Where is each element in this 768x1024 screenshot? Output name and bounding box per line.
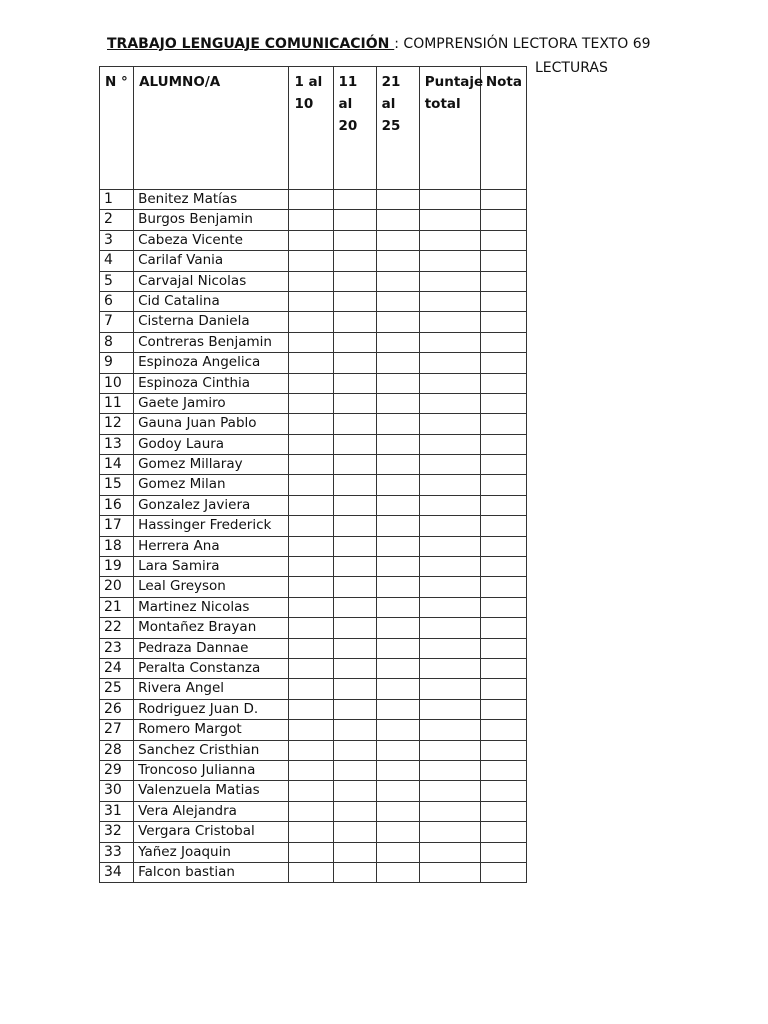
table-row	[100, 251, 527, 271]
grade-cell	[480, 760, 526, 780]
total-score-cell	[419, 271, 480, 291]
score-21-25-cell	[376, 740, 419, 760]
student-name: Burgos Benjamin	[134, 210, 289, 230]
grade-cell	[480, 679, 526, 699]
grade-cell	[480, 312, 526, 332]
student-name: Benitez Matías	[134, 190, 289, 210]
score-21-25-cell	[376, 291, 419, 311]
score-11-20-cell	[333, 251, 376, 271]
total-score-cell	[419, 760, 480, 780]
total-score-cell	[419, 455, 480, 475]
score-1-10-cell	[289, 862, 333, 882]
student-name: Martinez Nicolas	[134, 597, 289, 617]
student-name: Falcon bastian	[134, 862, 289, 882]
table-row	[100, 271, 527, 291]
grade-cell	[480, 291, 526, 311]
student-name: Vergara Cristobal	[134, 822, 289, 842]
row-number: 21	[100, 597, 134, 617]
row-number: 15	[100, 475, 134, 495]
row-number: 20	[100, 577, 134, 597]
total-score-cell	[419, 720, 480, 740]
student-name: Gomez Millaray	[134, 455, 289, 475]
row-number: 22	[100, 618, 134, 638]
score-1-10-cell	[289, 455, 333, 475]
score-1-10-cell	[289, 822, 333, 842]
row-number: 12	[100, 414, 134, 434]
total-score-cell	[419, 210, 480, 230]
score-21-25-cell	[376, 210, 419, 230]
score-1-10-cell	[289, 495, 333, 515]
grade-cell	[480, 638, 526, 658]
score-11-20-cell	[333, 577, 376, 597]
student-name: Espinoza Cinthia	[134, 373, 289, 393]
score-11-20-cell	[333, 822, 376, 842]
grade-cell	[480, 332, 526, 352]
score-11-20-cell	[333, 291, 376, 311]
table-row	[100, 720, 527, 740]
total-score-cell	[419, 414, 480, 434]
total-score-cell	[419, 577, 480, 597]
score-21-25-cell	[376, 230, 419, 250]
total-score-cell	[419, 190, 480, 210]
score-11-20-cell	[333, 495, 376, 515]
student-name: Carilaf Vania	[134, 251, 289, 271]
student-name: Herrera Ana	[134, 536, 289, 556]
total-score-cell	[419, 842, 480, 862]
score-21-25-cell	[376, 271, 419, 291]
title-continuation: LECTURAS	[535, 60, 608, 76]
row-number: 8	[100, 332, 134, 352]
grade-cell	[480, 353, 526, 373]
score-21-25-cell	[376, 822, 419, 842]
score-1-10-cell	[289, 291, 333, 311]
grade-cell	[480, 393, 526, 413]
score-1-10-cell	[289, 679, 333, 699]
total-score-cell	[419, 332, 480, 352]
student-name: Gonzalez Javiera	[134, 495, 289, 515]
grade-cell	[480, 781, 526, 801]
table-row	[100, 822, 527, 842]
header-student: ALUMNO/A	[134, 67, 289, 190]
score-21-25-cell	[376, 760, 419, 780]
total-score-cell	[419, 638, 480, 658]
row-number: 23	[100, 638, 134, 658]
grade-cell	[480, 557, 526, 577]
student-name: Valenzuela Matias	[134, 781, 289, 801]
table-row	[100, 536, 527, 556]
score-1-10-cell	[289, 618, 333, 638]
score-11-20-cell	[333, 332, 376, 352]
row-number: 6	[100, 291, 134, 311]
total-score-cell	[419, 658, 480, 678]
score-21-25-cell	[376, 720, 419, 740]
score-1-10-cell	[289, 720, 333, 740]
score-21-25-cell	[376, 618, 419, 638]
student-name: Hassinger Frederick	[134, 516, 289, 536]
row-number: 19	[100, 557, 134, 577]
row-number: 24	[100, 658, 134, 678]
score-21-25-cell	[376, 679, 419, 699]
row-number: 2	[100, 210, 134, 230]
grade-cell	[480, 230, 526, 250]
grade-cell	[480, 842, 526, 862]
grade-cell	[480, 455, 526, 475]
score-1-10-cell	[289, 210, 333, 230]
grade-cell	[480, 536, 526, 556]
total-score-cell	[419, 822, 480, 842]
table-row	[100, 516, 527, 536]
score-1-10-cell	[289, 577, 333, 597]
table-row	[100, 291, 527, 311]
score-1-10-cell	[289, 658, 333, 678]
score-11-20-cell	[333, 536, 376, 556]
score-21-25-cell	[376, 781, 419, 801]
table-row	[100, 557, 527, 577]
grade-cell	[480, 822, 526, 842]
score-21-25-cell	[376, 842, 419, 862]
score-11-20-cell	[333, 373, 376, 393]
score-1-10-cell	[289, 597, 333, 617]
student-name: Gaete Jamiro	[134, 393, 289, 413]
row-number: 30	[100, 781, 134, 801]
score-1-10-cell	[289, 638, 333, 658]
score-11-20-cell	[333, 842, 376, 862]
score-1-10-cell	[289, 801, 333, 821]
score-21-25-cell	[376, 251, 419, 271]
row-number: 27	[100, 720, 134, 740]
student-name: Contreras Benjamin	[134, 332, 289, 352]
student-name: Rodriguez Juan D.	[134, 699, 289, 719]
row-number: 33	[100, 842, 134, 862]
student-name: Godoy Laura	[134, 434, 289, 454]
grade-cell	[480, 210, 526, 230]
score-1-10-cell	[289, 190, 333, 210]
grade-cell	[480, 658, 526, 678]
student-name: Yañez Joaquin	[134, 842, 289, 862]
student-name: Romero Margot	[134, 720, 289, 740]
row-number: 3	[100, 230, 134, 250]
table-row	[100, 658, 527, 678]
header-11-20: 11 al 20	[333, 67, 376, 190]
row-number: 16	[100, 495, 134, 515]
row-number: 10	[100, 373, 134, 393]
student-name: Montañez Brayan	[134, 618, 289, 638]
score-21-25-cell	[376, 190, 419, 210]
row-number: 32	[100, 822, 134, 842]
score-11-20-cell	[333, 781, 376, 801]
score-21-25-cell	[376, 577, 419, 597]
row-number: 26	[100, 699, 134, 719]
table-row	[100, 190, 527, 210]
score-11-20-cell	[333, 210, 376, 230]
row-number: 29	[100, 760, 134, 780]
row-number: 18	[100, 536, 134, 556]
table-row	[100, 842, 527, 862]
total-score-cell	[419, 516, 480, 536]
table-row	[100, 332, 527, 352]
score-21-25-cell	[376, 495, 419, 515]
total-score-cell	[419, 781, 480, 801]
table-row	[100, 740, 527, 760]
score-21-25-cell	[376, 373, 419, 393]
score-11-20-cell	[333, 597, 376, 617]
student-name: Pedraza Dannae	[134, 638, 289, 658]
header-21-25: 21 al 25	[376, 67, 419, 190]
total-score-cell	[419, 475, 480, 495]
student-name: Lara Samira	[134, 557, 289, 577]
table-row	[100, 760, 527, 780]
total-score-cell	[419, 291, 480, 311]
total-score-cell	[419, 495, 480, 515]
score-11-20-cell	[333, 414, 376, 434]
row-number: 4	[100, 251, 134, 271]
score-11-20-cell	[333, 720, 376, 740]
total-score-cell	[419, 230, 480, 250]
score-21-25-cell	[376, 393, 419, 413]
total-score-cell	[419, 699, 480, 719]
score-21-25-cell	[376, 475, 419, 495]
row-number: 17	[100, 516, 134, 536]
score-1-10-cell	[289, 699, 333, 719]
grade-cell	[480, 475, 526, 495]
score-11-20-cell	[333, 455, 376, 475]
score-21-25-cell	[376, 332, 419, 352]
grade-cell	[480, 801, 526, 821]
total-score-cell	[419, 393, 480, 413]
student-name: Cabeza Vicente	[134, 230, 289, 250]
header-1-10: 1 al 10	[289, 67, 333, 190]
score-1-10-cell	[289, 740, 333, 760]
grade-cell	[480, 373, 526, 393]
score-11-20-cell	[333, 862, 376, 882]
title-normal-part: : COMPRENSIÓN LECTORA TEXTO 69	[394, 36, 651, 52]
score-1-10-cell	[289, 271, 333, 291]
total-score-cell	[419, 597, 480, 617]
grade-cell	[480, 190, 526, 210]
grade-cell	[480, 740, 526, 760]
total-score-cell	[419, 312, 480, 332]
score-11-20-cell	[333, 658, 376, 678]
table-row	[100, 495, 527, 515]
table-row	[100, 699, 527, 719]
score-11-20-cell	[333, 801, 376, 821]
score-11-20-cell	[333, 271, 376, 291]
table-header-row	[100, 67, 527, 190]
table-row	[100, 312, 527, 332]
grade-cell	[480, 720, 526, 740]
total-score-cell	[419, 251, 480, 271]
score-21-25-cell	[376, 516, 419, 536]
table-row	[100, 353, 527, 373]
score-21-25-cell	[376, 638, 419, 658]
row-number: 13	[100, 434, 134, 454]
score-11-20-cell	[333, 516, 376, 536]
score-11-20-cell	[333, 475, 376, 495]
score-1-10-cell	[289, 230, 333, 250]
grade-cell	[480, 618, 526, 638]
row-number: 34	[100, 862, 134, 882]
score-1-10-cell	[289, 353, 333, 373]
table-row	[100, 597, 527, 617]
row-number: 5	[100, 271, 134, 291]
table-row	[100, 210, 527, 230]
score-1-10-cell	[289, 516, 333, 536]
student-name: Peralta Constanza	[134, 658, 289, 678]
score-1-10-cell	[289, 557, 333, 577]
total-score-cell	[419, 679, 480, 699]
score-11-20-cell	[333, 760, 376, 780]
score-1-10-cell	[289, 842, 333, 862]
row-number: 9	[100, 353, 134, 373]
title-bold-part: TRABAJO LENGUAJE COMUNICACIÓN	[107, 36, 395, 52]
score-21-25-cell	[376, 597, 419, 617]
header-grade: Nota	[480, 67, 526, 190]
student-name: Vera Alejandra	[134, 801, 289, 821]
table-row	[100, 373, 527, 393]
table-row	[100, 230, 527, 250]
score-1-10-cell	[289, 475, 333, 495]
student-name: Sanchez Cristhian	[134, 740, 289, 760]
row-number: 1	[100, 190, 134, 210]
row-number: 14	[100, 455, 134, 475]
score-21-25-cell	[376, 658, 419, 678]
score-1-10-cell	[289, 536, 333, 556]
table-row	[100, 393, 527, 413]
score-11-20-cell	[333, 557, 376, 577]
table-row	[100, 414, 527, 434]
score-21-25-cell	[376, 414, 419, 434]
table-row	[100, 434, 527, 454]
total-score-cell	[419, 373, 480, 393]
score-11-20-cell	[333, 699, 376, 719]
header-number: N °	[100, 67, 134, 190]
table-row	[100, 781, 527, 801]
score-11-20-cell	[333, 740, 376, 760]
score-21-25-cell	[376, 312, 419, 332]
grade-cell	[480, 434, 526, 454]
score-11-20-cell	[333, 679, 376, 699]
score-21-25-cell	[376, 557, 419, 577]
table-row	[100, 475, 527, 495]
score-21-25-cell	[376, 801, 419, 821]
student-grades-table	[99, 66, 527, 883]
student-name: Troncoso Julianna	[134, 760, 289, 780]
student-name: Cid Catalina	[134, 291, 289, 311]
score-11-20-cell	[333, 312, 376, 332]
grade-cell	[480, 577, 526, 597]
grade-cell	[480, 495, 526, 515]
score-1-10-cell	[289, 373, 333, 393]
score-1-10-cell	[289, 332, 333, 352]
total-score-cell	[419, 618, 480, 638]
score-1-10-cell	[289, 414, 333, 434]
grade-cell	[480, 699, 526, 719]
total-score-cell	[419, 536, 480, 556]
score-11-20-cell	[333, 434, 376, 454]
score-1-10-cell	[289, 393, 333, 413]
score-11-20-cell	[333, 190, 376, 210]
table-row	[100, 679, 527, 699]
total-score-cell	[419, 862, 480, 882]
row-number: 25	[100, 679, 134, 699]
score-1-10-cell	[289, 781, 333, 801]
table-row	[100, 801, 527, 821]
grade-cell	[480, 251, 526, 271]
total-score-cell	[419, 801, 480, 821]
score-21-25-cell	[376, 455, 419, 475]
score-11-20-cell	[333, 393, 376, 413]
student-name: Rivera Angel	[134, 679, 289, 699]
total-score-cell	[419, 557, 480, 577]
score-21-25-cell	[376, 862, 419, 882]
grade-cell	[480, 414, 526, 434]
score-21-25-cell	[376, 434, 419, 454]
grade-cell	[480, 597, 526, 617]
score-21-25-cell	[376, 699, 419, 719]
grade-cell	[480, 862, 526, 882]
student-name: Carvajal Nicolas	[134, 271, 289, 291]
row-number: 7	[100, 312, 134, 332]
header-total-score: Puntaje total	[419, 67, 480, 190]
score-11-20-cell	[333, 353, 376, 373]
table-row	[100, 638, 527, 658]
total-score-cell	[419, 434, 480, 454]
score-1-10-cell	[289, 251, 333, 271]
score-11-20-cell	[333, 618, 376, 638]
total-score-cell	[419, 740, 480, 760]
student-name: Leal Greyson	[134, 577, 289, 597]
table-row	[100, 577, 527, 597]
score-1-10-cell	[289, 434, 333, 454]
student-name: Cisterna Daniela	[134, 312, 289, 332]
row-number: 28	[100, 740, 134, 760]
table-row	[100, 618, 527, 638]
score-11-20-cell	[333, 638, 376, 658]
student-name: Gauna Juan Pablo	[134, 414, 289, 434]
grade-cell	[480, 516, 526, 536]
document-title	[107, 36, 651, 52]
table-row	[100, 455, 527, 475]
total-score-cell	[419, 353, 480, 373]
score-1-10-cell	[289, 312, 333, 332]
score-21-25-cell	[376, 536, 419, 556]
student-name: Gomez Milan	[134, 475, 289, 495]
table-row	[100, 862, 527, 882]
row-number: 31	[100, 801, 134, 821]
row-number: 11	[100, 393, 134, 413]
score-21-25-cell	[376, 353, 419, 373]
score-1-10-cell	[289, 760, 333, 780]
student-name: Espinoza Angelica	[134, 353, 289, 373]
score-11-20-cell	[333, 230, 376, 250]
grade-cell	[480, 271, 526, 291]
